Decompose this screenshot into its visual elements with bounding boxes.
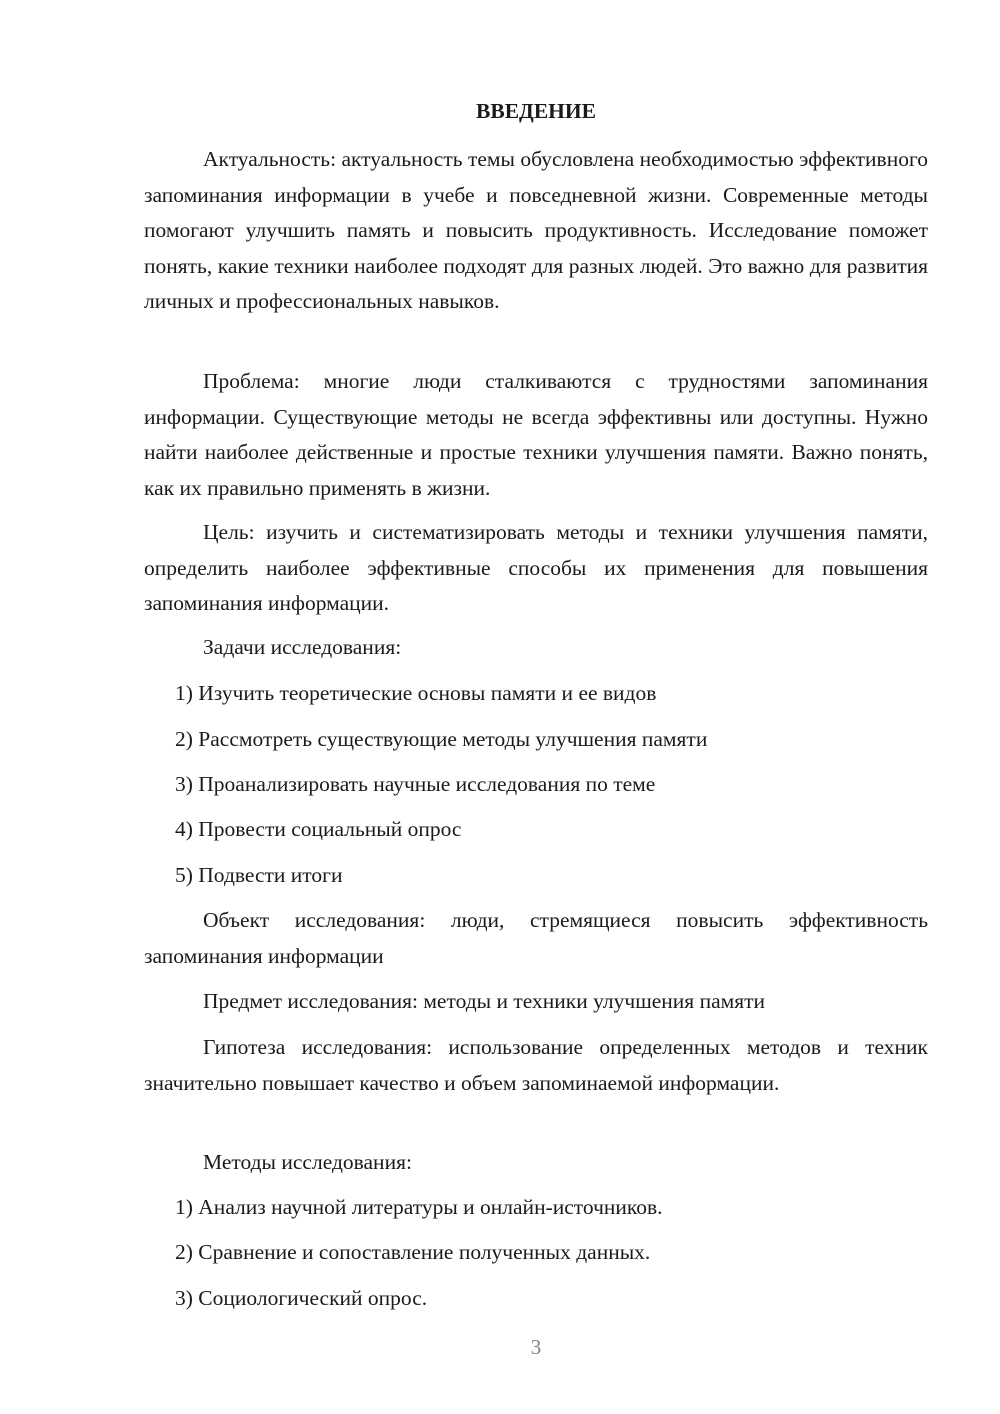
list-item: 1) Анализ научной литературы и онлайн-источников.: [175, 1195, 663, 1219]
list-item: 3) Проанализировать научные исследования по теме: [175, 772, 656, 796]
paragraph-hypothesis: Гипотеза исследования: использование определенных методов и техник значительно повышает качество и объем запоминаемой информации.: [144, 1035, 928, 1095]
document-page: [144, 0, 928, 1414]
paragraph-subject: Предмет исследования: методы и техники улучшения памяти: [203, 989, 766, 1013]
paragraph-goal: Цель: изучить и систематизировать методы и техники улучшения памяти, определить наиболее эффективные способы их применения для повышения запоминания информации.: [144, 520, 928, 615]
paragraph-problem: Проблема: многие люди сталкиваются с трудностями запоминания информации. Существующие методы не всегда эффективны или доступны. Нужно найти наиболее действенные и простые техники улучшения памяти. Важно понять, как их правильно применять в жизни.: [144, 369, 928, 500]
methods-heading: Методы исследования:: [203, 1150, 412, 1174]
page-number: 3: [530, 1335, 542, 1359]
list-item: 5) Подвести итоги: [175, 863, 343, 887]
list-item: 4) Провести социальный опрос: [175, 817, 462, 841]
page-title: ВВЕДЕНИЕ: [476, 99, 596, 123]
list-item: 2) Сравнение и сопоставление полученных данных.: [175, 1240, 651, 1264]
paragraph-object: Объект исследования: люди, стремящиеся повысить эффективность запоминания информации: [144, 908, 928, 968]
list-item: 2) Рассмотреть существующие методы улучшения памяти: [175, 727, 708, 751]
tasks-heading: Задачи исследования:: [203, 635, 402, 659]
list-item: 3) Социологический опрос.: [175, 1286, 428, 1310]
list-item: 1) Изучить теоретические основы памяти и ее видов: [175, 681, 657, 705]
paragraph-relevance: Актуальность: актуальность темы обусловлена необходимостью эффективного запоминания информации в учебе и повседневной жизни. Современные методы помогают улучшить память и повысить продуктивность. Исследование поможет понять, какие техники наиболее подходят для разных людей. Это важно для развития личных и профессиональных навыков.: [144, 147, 928, 313]
